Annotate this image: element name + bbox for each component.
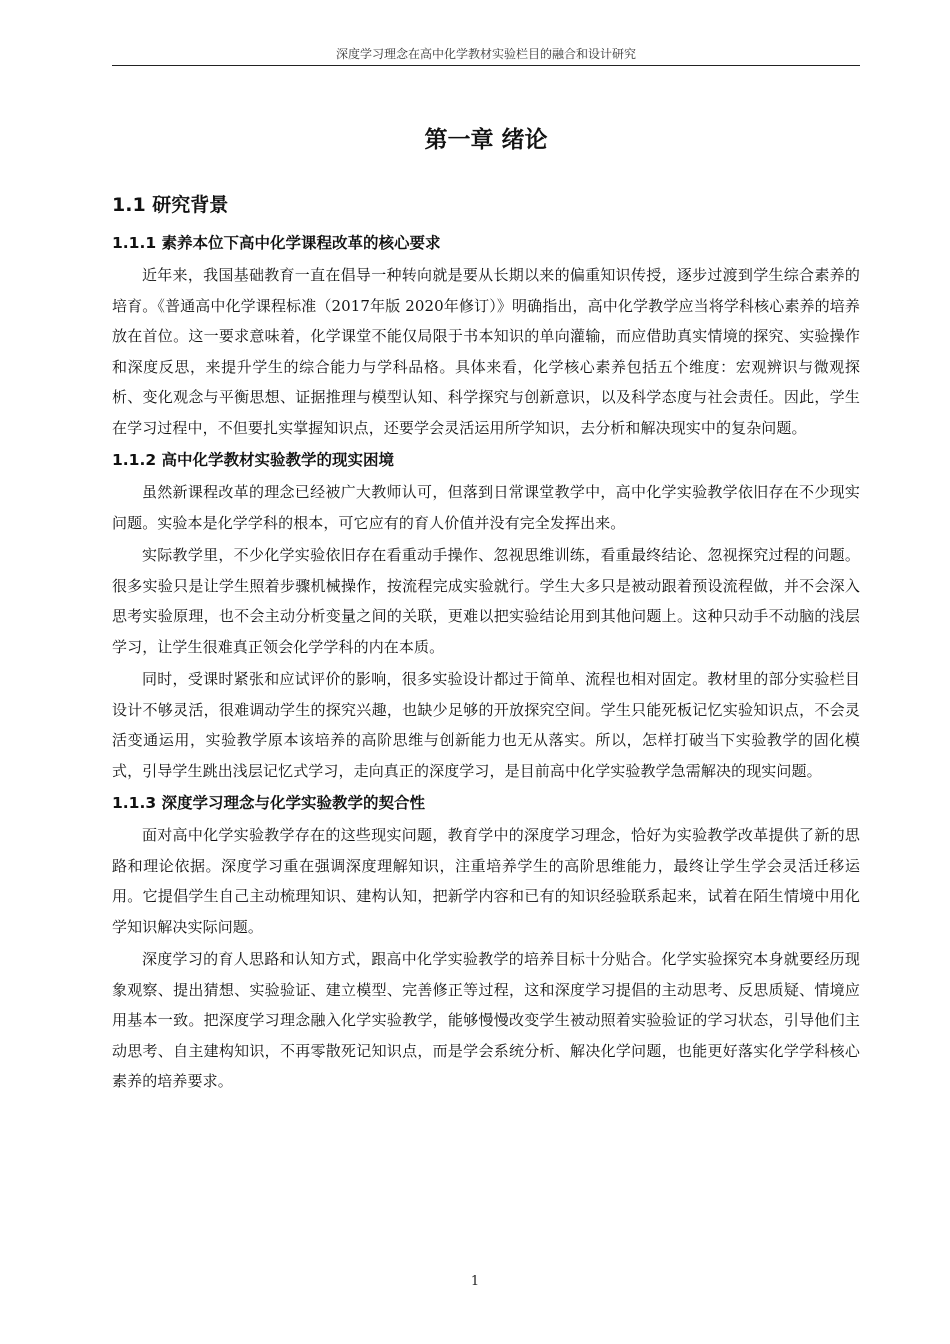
- paragraph: 近年来，我国基础教育一直在倡导一种转向就是要从长期以来的偏重知识传授，逐步过渡到学生综合素养的培育。《普通高中化学课程标准（2017年版 2020年修订）》明确指出，高中化学教学应当将学科核心素养的培养放在首位。这一要求意味着，化学课堂不能仅局限于书本知识的单向灌输，而应借助真实情境的探究、实验操作和深度反思，来提升学生的综合能力与学科品格。具体来看，化学核心素养包括五个维度：宏观辨识与微观探析、变化观念与平衡思想、证据推理与模型认知、科学探究与创新意识，以及科学态度与社会责任。因此，学生在学习过程中，不但要扎实掌握知识点，还要学会灵活运用所学知识，去分析和解决现实中的复杂问题。: [112, 266, 860, 437]
- paragraph: 同时，受课时紧张和应试评价的影响，很多实验设计都过于简单、流程也相对固定。教材里的部分实验栏目设计不够灵活，很难调动学生的探究兴趣，也缺少足够的开放探究空间。学生只能死板记忆实验知识点，不会灵活变通运用，实验教学原本该培养的高阶思维与创新能力也无从落实。所以，怎样打破当下实验教学的固化模式，引导学生跳出浅层记忆式学习，走向真正的深度学习，是目前高中化学实验教学急需解决的现实问题。: [112, 670, 860, 780]
- paragraph: 面对高中化学实验教学存在的这些现实问题，教育学中的深度学习理念，恰好为实验教学改革提供了新的思路和理论依据。深度学习重在强调深度理解知识，注重培养学生的高阶思维能力，最终让学生学会灵活迁移运用。它提倡学生自己主动梳理知识、建构认知，把新学内容和已有的知识经验联系起来，试着在陌生情境中用化学知识解决实际问题。: [112, 826, 860, 936]
- paragraph: 实际教学里，不少化学实验依旧存在看重动手操作、忽视思维训练，看重最终结论、忽视探究过程的问题。很多实验只是让学生照着步骤机械操作，按流程完成实验就行。学生大多只是被动跟着预设流程做，并不会深入思考实验原理，也不会主动分析变量之间的关联，更难以把实验结论用到其他问题上。这种只动手不动脑的浅层学习，让学生很难真正领会化学学科的内在本质。: [112, 546, 860, 656]
- running-header: 深度学习理念在高中化学教材实验栏目的融合和设计研究: [335, 47, 636, 61]
- subsection-heading-1-1-3: 1.1.3 深度学习理念与化学实验教学的契合性: [112, 794, 426, 812]
- page-body: [112, 120, 860, 1099]
- header-divider: [112, 65, 860, 66]
- paragraph: 深度学习的育人思路和认知方式，跟高中化学实验教学的培养目标十分贴合。化学实验探究本身就要经历现象观察、提出猜想、实验验证、建立模型、完善修正等过程，这和深度学习提倡的主动思考、反思质疑、情境应用基本一致。把深度学习理念融入化学实验教学，能够慢慢改变学生被动照着实验验证的学习状态，引导他们主动思考、自主建构知识，不再零散死记知识点，而是学会系统分析、解决化学问题，也能更好落实化学学科核心素养的培养要求。: [112, 950, 860, 1090]
- subsection-heading-1-1-1: 1.1.1 素养本位下高中化学课程改革的核心要求: [112, 234, 441, 252]
- chapter-title: 第一章 绪论: [424, 127, 548, 153]
- subsection-heading-1-1-2: 1.1.2 高中化学教材实验教学的现实困境: [112, 451, 395, 469]
- page-number: 1: [470, 1274, 480, 1289]
- section-heading: 1.1 研究背景: [112, 194, 229, 216]
- paragraph: 虽然新课程改革的理念已经被广大教师认可，但落到日常课堂教学中，高中化学实验教学依旧存在不少现实问题。实验本是化学学科的根本，可它应有的育人价值并没有完全发挥出来。: [112, 483, 860, 532]
